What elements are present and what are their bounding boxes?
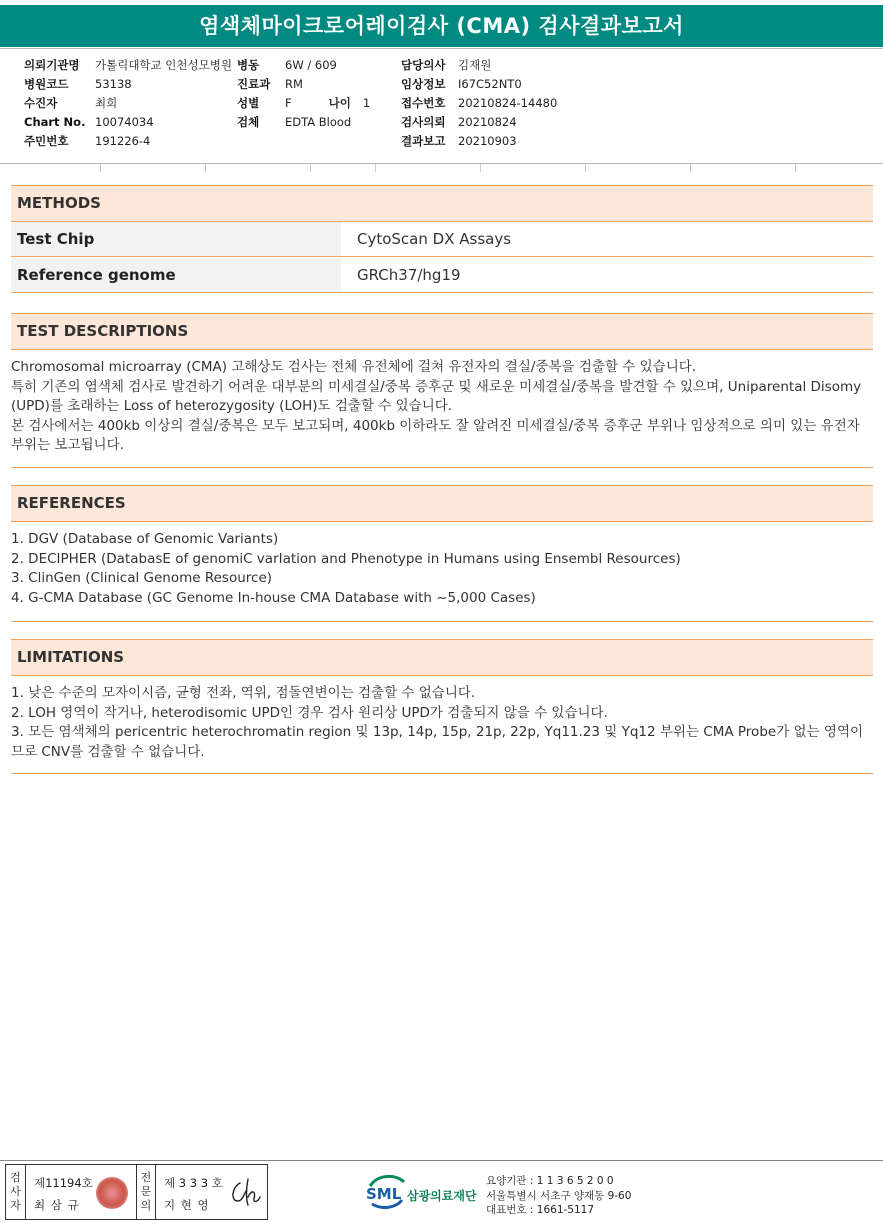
handwritten-signature-icon	[226, 1175, 262, 1209]
specialist-label-char: 전	[140, 1171, 152, 1184]
limitation-item: 2. LOH 영역이 작거나, heterodisomic UPD인 경우 검사 원리상 UPD가 검출되지 않을 수 있습니다.	[11, 704, 608, 721]
info-value: 6W / 609	[285, 58, 337, 72]
info-label: 수진자	[24, 96, 58, 110]
info-row-institution	[24, 56, 232, 75]
info-value: 191226-4	[95, 134, 151, 148]
info-label: 검체	[237, 115, 260, 129]
report-title: 염색체마이크로어레이검사 (CMA) 검사결과보고서	[0, 5, 883, 47]
header-divider	[0, 163, 883, 164]
examiner-label-char: 검	[10, 1171, 21, 1184]
description-paragraph: 특히 기존의 염색체 검사로 발견하기 어려운 대부분의 미세결실/중복 증후군 및 새로운 미세결실/중복을 발견할 수 있으며, Uniparental Disomy (UPD)를 초래하는 Loss of heterozygosity (LOH)도 검출할 수 있습니다.	[11, 378, 862, 414]
ruler-tick	[310, 164, 311, 172]
info-label: 임상정보	[401, 77, 446, 91]
patient-info-column-2	[237, 56, 370, 132]
footer-divider	[0, 1160, 883, 1161]
examiner-label-char: 사	[10, 1185, 21, 1198]
info-row-chart-no	[24, 113, 232, 132]
examiner-label	[6, 1165, 26, 1219]
info-value: 최희	[95, 96, 118, 110]
limitations-heading: LIMITATIONS	[11, 639, 873, 676]
reference-item: 3. ClinGen (Clinical Genome Resource)	[11, 570, 273, 586]
ruler-tick	[795, 164, 796, 172]
info-label: 담당의사	[401, 58, 446, 72]
methods-heading: METHODS	[11, 185, 873, 222]
info-value: 20210824	[458, 115, 517, 129]
org-address: 서울특별시 서초구 양재동 9-60	[486, 1189, 632, 1202]
info-row-report-date	[401, 132, 557, 151]
ruler-tick	[205, 164, 206, 172]
info-row-specimen	[237, 113, 370, 132]
ruler-tick	[480, 164, 481, 172]
age-label: 나이	[328, 96, 351, 110]
reference-item: 1. DGV (Database of Genomic Variants)	[11, 531, 279, 547]
section-divider	[11, 773, 873, 774]
info-value: 53138	[95, 77, 132, 91]
test-descriptions-body	[11, 358, 873, 456]
info-value: RM	[285, 77, 303, 91]
limitation-item: 1. 낮은 수준의 모자이시즘, 균형 전좌, 역위, 점돌연변이는 검출할 수 없습니다.	[11, 685, 476, 701]
examiner-name: 최 삼 규	[34, 1198, 80, 1212]
info-value: F	[285, 96, 292, 110]
signature-box	[5, 1164, 268, 1220]
specialist-label-char: 의	[140, 1199, 152, 1212]
specialist-license: 제 3 3 3 호	[164, 1176, 223, 1190]
info-value: 20210903	[458, 134, 517, 148]
title-divider	[0, 48, 883, 49]
logo-text: SML	[366, 1185, 402, 1203]
info-label: 병원코드	[24, 77, 69, 91]
methods-value: GRCh37/hg19	[357, 266, 461, 284]
ruler-tick	[690, 164, 691, 172]
info-row-ward	[237, 56, 370, 75]
info-row-doctor	[401, 56, 557, 75]
info-row-department	[237, 75, 370, 94]
info-row-sex-age	[237, 94, 370, 113]
examiner-label-char: 자	[10, 1199, 21, 1212]
info-value: 가톨릭대학교 인천성모병원	[95, 58, 232, 72]
specialist-name: 지 현 영	[164, 1198, 210, 1212]
info-label: 병동	[237, 58, 260, 72]
specialist-label-char: 문	[140, 1185, 152, 1198]
info-value: EDTA Blood	[285, 115, 352, 129]
section-divider	[11, 467, 873, 468]
org-phone: 대표번호 : 1661-5117	[486, 1204, 595, 1216]
description-paragraph: 본 검사에서는 400kb 이상의 결실/중복은 모두 보고되며, 400kb 이하라도 잘 알려진 미세결실/중복 증후군 부위나 임상적으로 의미 있는 유전자 부위는 보고됩니다.	[11, 417, 860, 453]
info-row-request-date	[401, 113, 557, 132]
info-value: I67C52NT0	[458, 77, 522, 91]
info-row-clinical-info	[401, 75, 557, 94]
info-label: 의뢰기관명	[24, 58, 80, 72]
examiner-license: 제11194호	[34, 1176, 93, 1190]
info-label: 성별	[237, 96, 260, 110]
info-label: 주민번호	[24, 134, 69, 148]
methods-row-test-chip	[11, 222, 873, 257]
references-heading: REFERENCES	[11, 485, 873, 522]
ruler-tick	[100, 164, 101, 172]
description-paragraph: Chromosomal microarray (CMA) 고해상도 검사는 전체 유전체에 걸쳐 유전자의 결실/중복을 검출할 수 있습니다.	[11, 359, 697, 375]
patient-info-column-1	[24, 56, 232, 151]
org-info	[486, 1174, 631, 1218]
info-row-hospital-code	[24, 75, 232, 94]
reference-item: 4. G-CMA Database (GC Genome In-house CMA Database with ~5,000 Cases)	[11, 589, 536, 606]
info-label: 접수번호	[401, 96, 446, 110]
info-label: Chart No.	[24, 115, 86, 129]
test-descriptions-heading: TEST DESCRIPTIONS	[11, 313, 873, 350]
info-label: 결과보고	[401, 134, 446, 148]
info-label: 검사의뢰	[401, 115, 446, 129]
info-value: 김재원	[458, 58, 492, 72]
org-code: 요양기관 : 1 1 3 6 5 2 0 0	[486, 1175, 614, 1187]
patient-info-column-3	[401, 56, 557, 151]
info-value: 20210824-14480	[458, 96, 558, 110]
limitations-list	[11, 684, 873, 762]
info-row-patient-name	[24, 94, 232, 113]
info-row-receipt-no	[401, 94, 557, 113]
methods-key: Test Chip	[11, 222, 341, 256]
limitation-item: 3. 모든 염색체의 pericentric heterochromatin region 및 13p, 14p, 15p, 21p, 22p, Yq11.23 및 Yq12 부위는 CMA Probe가 없는 영역이므로 CNV를 검출할 수 없습니다.	[11, 724, 864, 760]
references-list	[11, 530, 873, 608]
ruler-tick	[375, 164, 376, 172]
age-value: 1	[362, 96, 371, 110]
org-name: 삼광의료재단	[407, 1189, 477, 1203]
ruler-tick	[585, 164, 586, 172]
info-value: 10074034	[95, 115, 154, 129]
official-seal-icon	[96, 1177, 128, 1209]
specialist-label	[136, 1165, 156, 1219]
methods-row-reference-genome	[11, 258, 873, 293]
info-row-resident-no	[24, 132, 232, 151]
section-divider	[11, 621, 873, 622]
reference-item: 2. DECIPHER (DatabasE of genomiC varIation and Phenotype in Humans using Ensembl Resources)	[11, 550, 681, 567]
info-label: 진료과	[237, 77, 271, 91]
methods-value: CytoScan DX Assays	[357, 230, 512, 248]
methods-key: Reference genome	[11, 258, 341, 292]
